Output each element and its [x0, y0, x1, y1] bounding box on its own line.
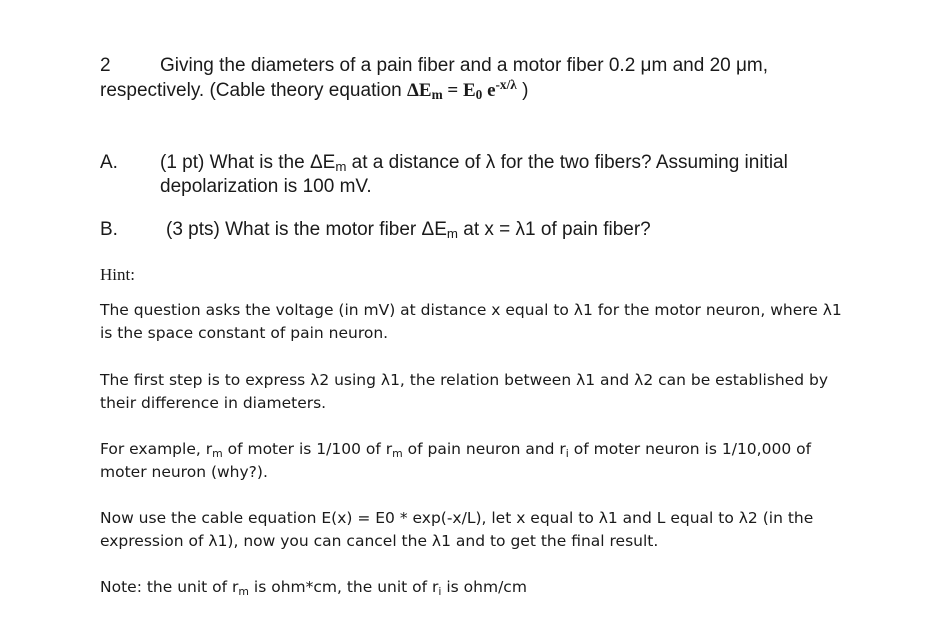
- question-line-2-prefix: respectively. (Cable theory equation: [100, 80, 407, 101]
- question-number: 2: [100, 55, 111, 76]
- eq-equals-e: = E: [442, 80, 476, 101]
- hint-p1-line-2: is the space constant of pain neuron.: [100, 324, 389, 342]
- hint-p4-line-2: expression of λ1), now you can cancel the λ1 and to get the final result.: [100, 532, 659, 550]
- eq-e0-subscript: 0: [475, 87, 483, 102]
- hint-p3-d: of moter neuron is 1/10,000 of: [568, 440, 812, 458]
- hint-title: Hint:: [100, 265, 135, 284]
- part-b-post: at x = λ1 of pain fiber?: [457, 219, 651, 240]
- hint-p2-line-1: The first step is to express λ2 using λ1, the relation between λ1 and λ2 can be established by: [100, 371, 829, 389]
- question-line-2-suffix: ): [516, 80, 529, 101]
- hint-p3-c: of pain neuron and r: [402, 440, 566, 458]
- question-line-1: Giving the diameters of a pain fiber and a motor fiber 0.2 μm and 20 μm,: [160, 55, 769, 76]
- eq-delta-e-subscript: m: [431, 87, 443, 102]
- hint-p3-sub-1: m: [212, 447, 223, 460]
- part-a-line-1: [160, 151, 788, 175]
- eq-delta-e: ΔE: [406, 80, 432, 101]
- part-a-label: A.: [100, 152, 118, 173]
- part-b-line: [166, 218, 651, 242]
- part-b-pre: (3 pts) What is the motor fiber ΔE: [166, 219, 447, 240]
- part-b-label: B.: [100, 219, 118, 240]
- eq-exp-base: e: [482, 80, 496, 101]
- hint-note-sub-2: i: [438, 585, 442, 598]
- part-a-post: at a distance of λ for the two fibers? Assuming initial: [346, 152, 788, 173]
- hint-note-sub-1: m: [238, 585, 249, 598]
- hint-p3-line-1: [100, 437, 811, 461]
- hint-note-b: is ohm*cm, the unit of r: [248, 578, 439, 596]
- part-a-line-2: depolarization is 100 mV.: [160, 176, 372, 197]
- hint-note: [100, 575, 527, 599]
- hint-note-a: Note: the unit of r: [100, 578, 239, 596]
- question-line-2: [100, 79, 528, 103]
- hint-p3-b: of moter is 1/100 of r: [222, 440, 393, 458]
- hint-p3-line-2: moter neuron (why?).: [100, 463, 268, 481]
- part-a-subscript: m: [335, 159, 347, 174]
- hint-p3-a: For example, r: [100, 440, 213, 458]
- part-a-pre: (1 pt) What is the ΔE: [160, 152, 336, 173]
- hint-note-c: is ohm/cm: [441, 578, 527, 596]
- hint-p2-line-2: their difference in diameters.: [100, 394, 327, 412]
- hint-p4-line-1: Now use the cable equation E(x) = E0 * exp(-x/L), let x equal to λ1 and L equal to λ2 (in the: [100, 509, 814, 527]
- cable-equation: [406, 77, 517, 102]
- hint-p3-sub-2: m: [392, 447, 403, 460]
- part-b-subscript: m: [446, 226, 458, 241]
- hint-p1-line-1: The question asks the voltage (in mV) at distance x equal to λ1 for the motor neuron, where λ1: [100, 301, 842, 319]
- hint-p3-sub-3: i: [565, 447, 569, 460]
- eq-exponent: -x/λ: [495, 77, 517, 92]
